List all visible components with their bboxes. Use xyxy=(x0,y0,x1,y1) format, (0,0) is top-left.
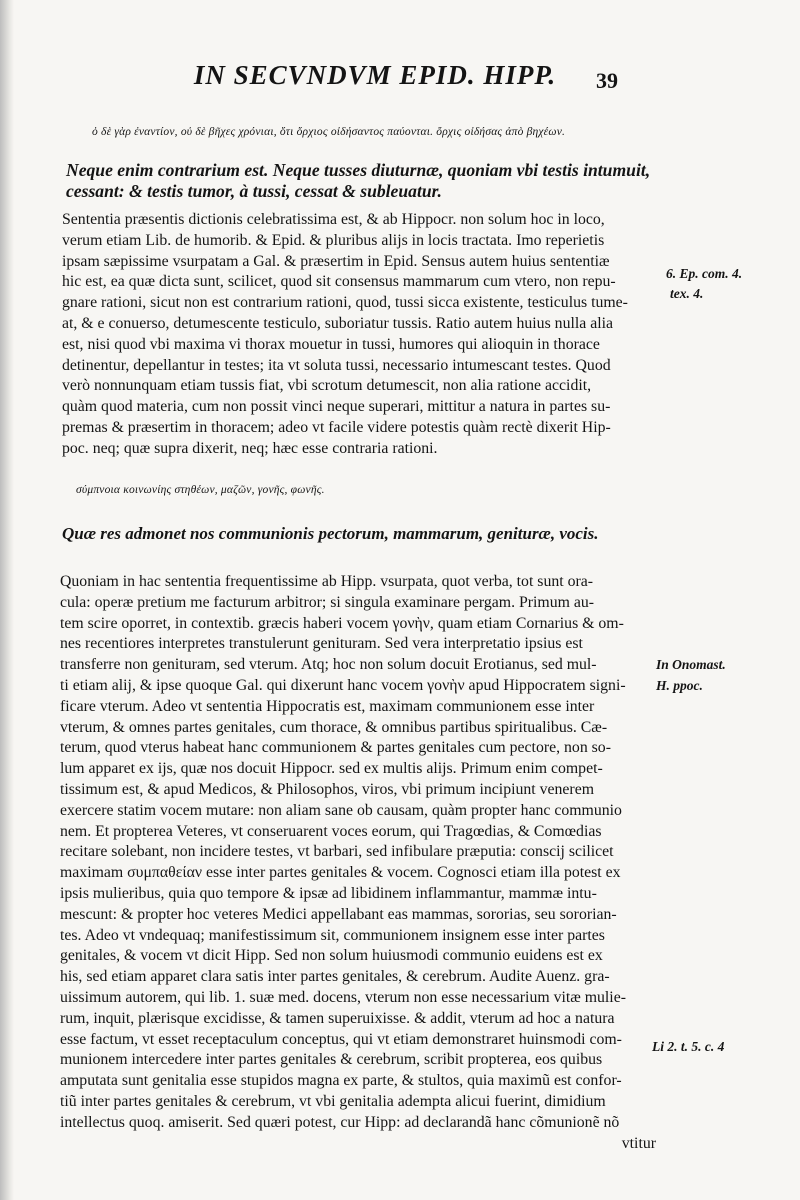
text-line: munionem intercedere inter partes genitales & cerebrum, scribit propterea, eos quibus xyxy=(60,1051,603,1069)
text-line: tiũ inter partes genitales & cerebrum, vt vbi genitalia adempta alicui fuerint, dimidium xyxy=(60,1092,606,1110)
latin-lemma-1 xyxy=(66,158,650,200)
text-line: esse factum, vt esset receptaculum conceptus, qui vt etiam demonstraret huinsmodi com- xyxy=(60,1030,622,1048)
text-line: poc. neq; quæ supra dixerit, neq; hæc esse contraria rationi. xyxy=(62,439,438,457)
greek-lemma-1: ὁ δὲ γὰρ ἐναντίον, οὐ δὲ βῆχες χρόνιαι, ὅτι ὄρχιος οἰδήσαντος παύονται. ὄρχις οἰδήσας ἀπὸ βηχέων. xyxy=(92,126,566,138)
margin-note-hippoc: H. ppoc. xyxy=(656,678,703,693)
commentary-paragraph-1 xyxy=(62,210,652,460)
text-line: lum apparet ex ijs, quæ nos docuit Hippocr. sed ex multis alijs. Primum enim compet- xyxy=(60,760,603,778)
margin-note-onomast: In Onomast. xyxy=(656,657,726,672)
text-line: ti etiam alij, & ipse quoque Gal. qui dixerunt hanc vocem γονὴν apud Hippocratem signi- xyxy=(60,676,626,694)
text-line: tem scire oporret, in contextib. græcis haberi vocem γονὴν, quam etiam Cornarius & om- xyxy=(60,614,624,632)
text-line: ipsis mulieribus, quia quo tempore & ipsæ ad libidinem inflammantur, mammæ intu- xyxy=(60,884,597,902)
text-line: detinentur, depellantur in testes; ita vt soluta tussi, necessario intumescant testes. Quod xyxy=(62,356,611,374)
text-line: genitales, & vocem vt dicit Hipp. Sed non solum huiusmodi communio euidens est ex xyxy=(60,947,603,965)
text-line: maximam συμπαθείαν esse inter partes genitales & vocem. Cognosci etiam illa potest ex xyxy=(60,864,621,882)
text-line: ipsam sæpissime vsurpatam a Gal. & præsertim in Epid. Sensus autem huius sententiæ xyxy=(62,252,610,270)
text-line: recitare solebant, non incidere testes, vt barbari, sed infibulare præputia: conscij scilicet xyxy=(60,843,614,861)
text-line: hic est, ea quæ dicta sunt, scilicet, quod sit consensus mammarum cum vtero, non repu- xyxy=(62,273,616,291)
text-line: verum etiam Lib. de humorib. & Epid. & pluribus alijs in locis tractata. Imo reperietis xyxy=(62,231,605,249)
page-number: 39 xyxy=(596,68,618,93)
text-line: verò nonnunquam etiam tussis fiat, vbi scrotum detumescit, non alia ratione accidit, xyxy=(62,377,592,395)
latin-lemma-2: Quæ res admonet nos communionis pectorum, mammarum, genituræ, vocis. xyxy=(62,524,599,543)
text-line: cula: operæ pretium me facturum arbitror; si singula examinare pergam. Primum au- xyxy=(60,593,595,611)
text-line: transferre non genituram, sed vterum. Atq; hoc non solum docuit Erotianus, sed mul- xyxy=(60,656,597,674)
text-line: tissimum est, & apud Medicos, & Philosophos, viros, vbi primum incipiunt venerem xyxy=(60,780,594,798)
text-line: vterum, & omnes partes genitales, cum thorace, & omnibus partibus spiritualibus. Cæ- xyxy=(60,718,608,736)
text-line: tes. Adeo vt vndequaq; manifestissimum sit, communionem insignem esse inter partes xyxy=(60,926,605,944)
page-edge-shadow xyxy=(0,0,14,1200)
text-line: Sententia præsentis dictionis celebratissima est, & ab Hippocr. non solum hoc in loco, xyxy=(62,211,605,228)
text-line: amputata sunt genitalia esse stupidos magna ex parte, & stultos, quia maximũ est confor- xyxy=(60,1072,622,1090)
text-line: terum, quod vterus habeat hanc communionem & partes genitales cum pectore, non so- xyxy=(60,739,611,757)
text-line: exercere statim vocem mutare: non aliam sane ob causam, quàm propter hanc communio xyxy=(60,801,622,819)
text-line: mescunt: & propter hoc veteres Medici appellabant eas mammas, sororias, seu sororian- xyxy=(60,905,617,923)
text-line: at, & e conuerso, detumescente testiculo, suboriatur tussis. Ratio autem huius nulla alia xyxy=(62,314,614,332)
catchword: vtitur xyxy=(621,1134,656,1152)
text-line: uissimum autorem, qui lib. 1. suæ med. docens, vterum non esse necessarium vitæ mulie- xyxy=(60,988,626,1006)
text-line: premas & præsertim in thoracem; adeo vt facile videre potestis quàm rectè dixerit Hip- xyxy=(62,418,611,436)
text-line: quàm quod materia, cum non possit vinci neque superari, mittitur a natura in partes su- xyxy=(62,398,611,416)
text-line: nem. Et propterea Veteres, vt conseruarent voces eorum, qui Tragœdias, & Comœdias xyxy=(60,822,602,840)
text-line: rum, inquit, plærisque excidisse, & tamen superuixisse. & addit, vterum ad hoc a natura xyxy=(60,1009,615,1027)
text-line: his, sed etiam apparet clara satis inter partes genitales, & cerebrum. Audite Auenz. gra- xyxy=(60,968,610,986)
margin-note-ep-com: 6. Ep. com. 4. xyxy=(666,266,743,281)
text-line: est, nisi quod vbi maxima vi thorax mouetur in tussi, humores qui alioquin in thorace xyxy=(62,335,600,353)
lemma-line: cessant: & testis tumor, à tussi, cessat & subleuatur. xyxy=(66,180,442,201)
text-line: ficare vterum. Adeo vt sententia Hippocratis est, maximam communionem esse inter xyxy=(60,697,595,715)
text-line: Quoniam in hac sententia frequentissime ab Hipp. vsurpata, quot verba, tot sunt ora- xyxy=(60,573,594,590)
commentary-paragraph-2 xyxy=(60,572,656,1154)
lemma-line: Neque enim contrarium est. Neque tusses diuturnæ, quoniam vbi testis intumuit, xyxy=(66,160,651,180)
margin-note-tex: tex. 4. xyxy=(670,286,704,301)
text-line: nes recentiores interpretes transtulerunt genituram. Sed vera interpretatio ipsius est xyxy=(60,635,583,653)
running-title: IN SECVNDVM EPID. HIPP. xyxy=(193,60,557,90)
margin-note-li: Li 2. t. 5. c. 4 xyxy=(652,1039,725,1054)
greek-lemma-2: σύμπνοια κοινωνίης στηθέων, μαζῶν, γονῆς, φωνῆς. xyxy=(76,484,325,496)
text-line: intellectus quoq. amiserit. Sed quæri potest, cur Hipp: ad declarandã hanc cõmunionẽ nõ xyxy=(60,1113,620,1131)
text-line: gnare rationi, sicut non est contrarium rationi, quod, tussi sicca existente, testiculus tume- xyxy=(62,294,628,312)
